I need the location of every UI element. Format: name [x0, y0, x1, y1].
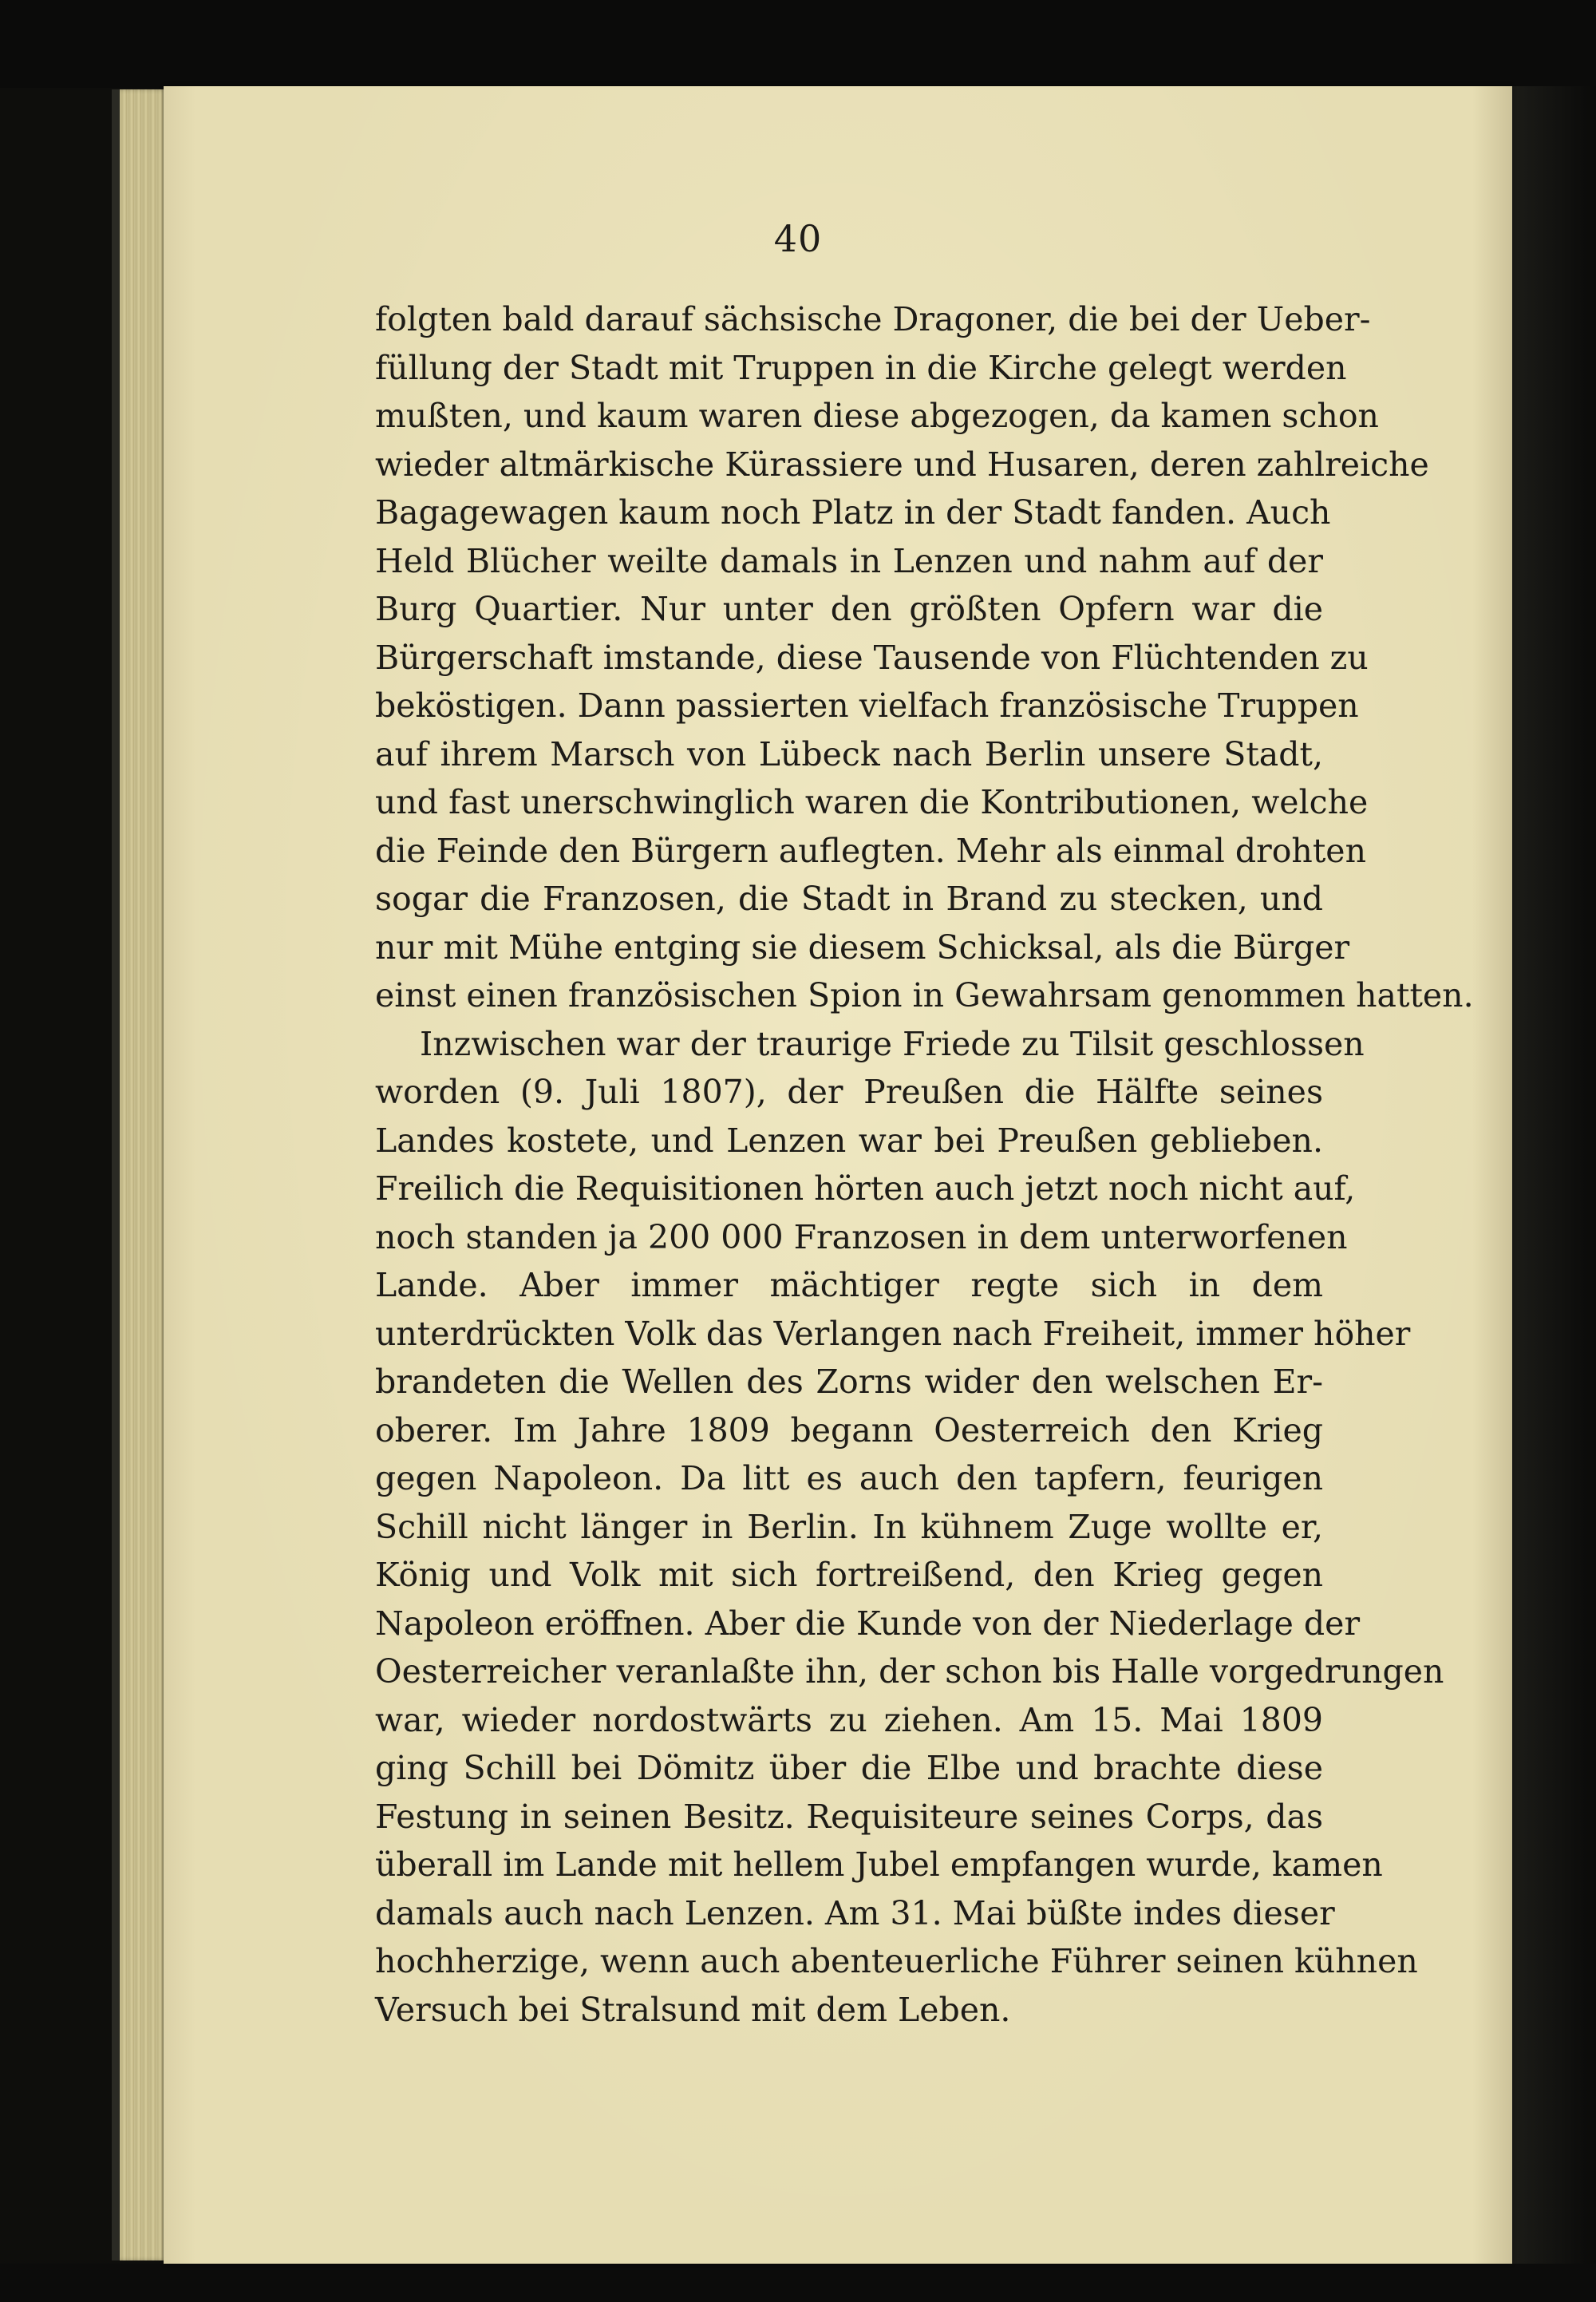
book-cover-top	[0, 0, 1596, 88]
text-line: hochherzige, wenn auch abenteuerliche Führer seinen kühnen	[375, 1942, 1418, 1980]
text-line: beköstigen. Dann passierten vielfach französische Truppen	[375, 686, 1359, 725]
text-line: Bagagewagen kaum noch Platz in der Stadt fanden. Auch	[375, 493, 1331, 532]
text-line: wieder altmärkische Kürassiere und Husaren, deren zahlreiche	[375, 445, 1429, 484]
text-line: noch standen ja 200 000 Franzosen in dem unterworfenen	[375, 1217, 1348, 1256]
text-line: und fast unerschwinglich waren die Kontributionen, welche	[375, 783, 1369, 821]
text-line: Landes kostete, und Lenzen war bei Preußen geblieben.	[375, 1121, 1323, 1160]
text-line: Oesterreicher veranlaßte ihn, der schon bis Halle vorgedrungen	[375, 1652, 1444, 1691]
text-line: folgten bald darauf sächsische Dragoner, die bei der Ueber-	[375, 300, 1371, 338]
text-line: auf ihrem Marsch von Lübeck nach Berlin unsere Stadt,	[375, 734, 1323, 773]
text-line: Lande. Aber immer mächtiger regte sich in dem	[375, 1266, 1323, 1304]
text-line: unterdrückten Volk das Verlangen nach Freiheit, immer höher	[375, 1314, 1411, 1353]
text-line: sogar die Franzosen, die Stadt in Brand zu stecken, und	[375, 880, 1323, 918]
text-line: Schill nicht länger in Berlin. In kühnem Zuge wollte er,	[375, 1507, 1323, 1546]
text-line: worden (9. Juli 1807), der Preußen die Hälfte seines	[375, 1073, 1323, 1111]
text-line: Inzwischen war der traurige Friede zu Tilsit geschlossen	[420, 1024, 1365, 1063]
text-line: Festung in seinen Besitz. Requisiteure seines Corps, das	[375, 1797, 1323, 1836]
text-line: Napoleon eröffnen. Aber die Kunde von der Niederlage der	[375, 1604, 1361, 1643]
page-number: 40	[773, 217, 823, 260]
text-line: ging Schill bei Dömitz über die Elbe und brachte diese	[375, 1749, 1323, 1787]
text-line: die Feinde den Bürgern auflegten. Mehr als einmal drohten	[375, 831, 1366, 870]
text-line: war, wieder nordostwärts zu ziehen. Am 15. Mai 1809	[375, 1700, 1323, 1739]
text-line: gegen Napoleon. Da litt es auch den tapfern, feurigen	[375, 1459, 1323, 1497]
page-stack	[120, 89, 168, 2260]
book-cover-bottom	[0, 2264, 1596, 2302]
text-line: Freilich die Requisitionen hörten auch jetzt noch nicht auf,	[375, 1169, 1356, 1208]
text-line: Versuch bei Stralsund mit dem Leben.	[375, 1990, 1011, 2029]
text-line: füllung der Stadt mit Truppen in die Kirche gelegt werden	[375, 348, 1347, 387]
text-line: nur mit Mühe entging sie diesem Schicksal, als die Bürger	[375, 928, 1350, 967]
text-line: brandeten die Wellen des Zorns wider den welschen Er-	[375, 1363, 1323, 1401]
body-text	[375, 295, 1474, 2034]
text-line: König und Volk mit sich fortreißend, den Krieg gegen	[375, 1556, 1323, 1594]
text-line: Burg Quartier. Nur unter den größten Opfern war die	[375, 590, 1323, 628]
text-line: oberer. Im Jahre 1809 begann Oesterreich den Krieg	[375, 1410, 1323, 1450]
text-line: einst einen französischen Spion in Gewahrsam genommen hatten.	[375, 976, 1474, 1015]
text-line: damals auch nach Lenzen. Am 31. Mai büßte indes dieser	[375, 1893, 1335, 1932]
text-line: überall im Lande mit hellem Jubel empfangen wurde, kamen	[375, 1845, 1383, 1884]
text-line: mußten, und kaum waren diese abgezogen, da kamen schon	[375, 397, 1379, 435]
text-line: Held Blücher weilte damals in Lenzen und nahm auf der	[375, 541, 1323, 580]
text-line: Bürgerschaft imstande, diese Tausende von Flüchtenden zu	[375, 638, 1369, 677]
book-cover-right	[1512, 86, 1596, 2302]
